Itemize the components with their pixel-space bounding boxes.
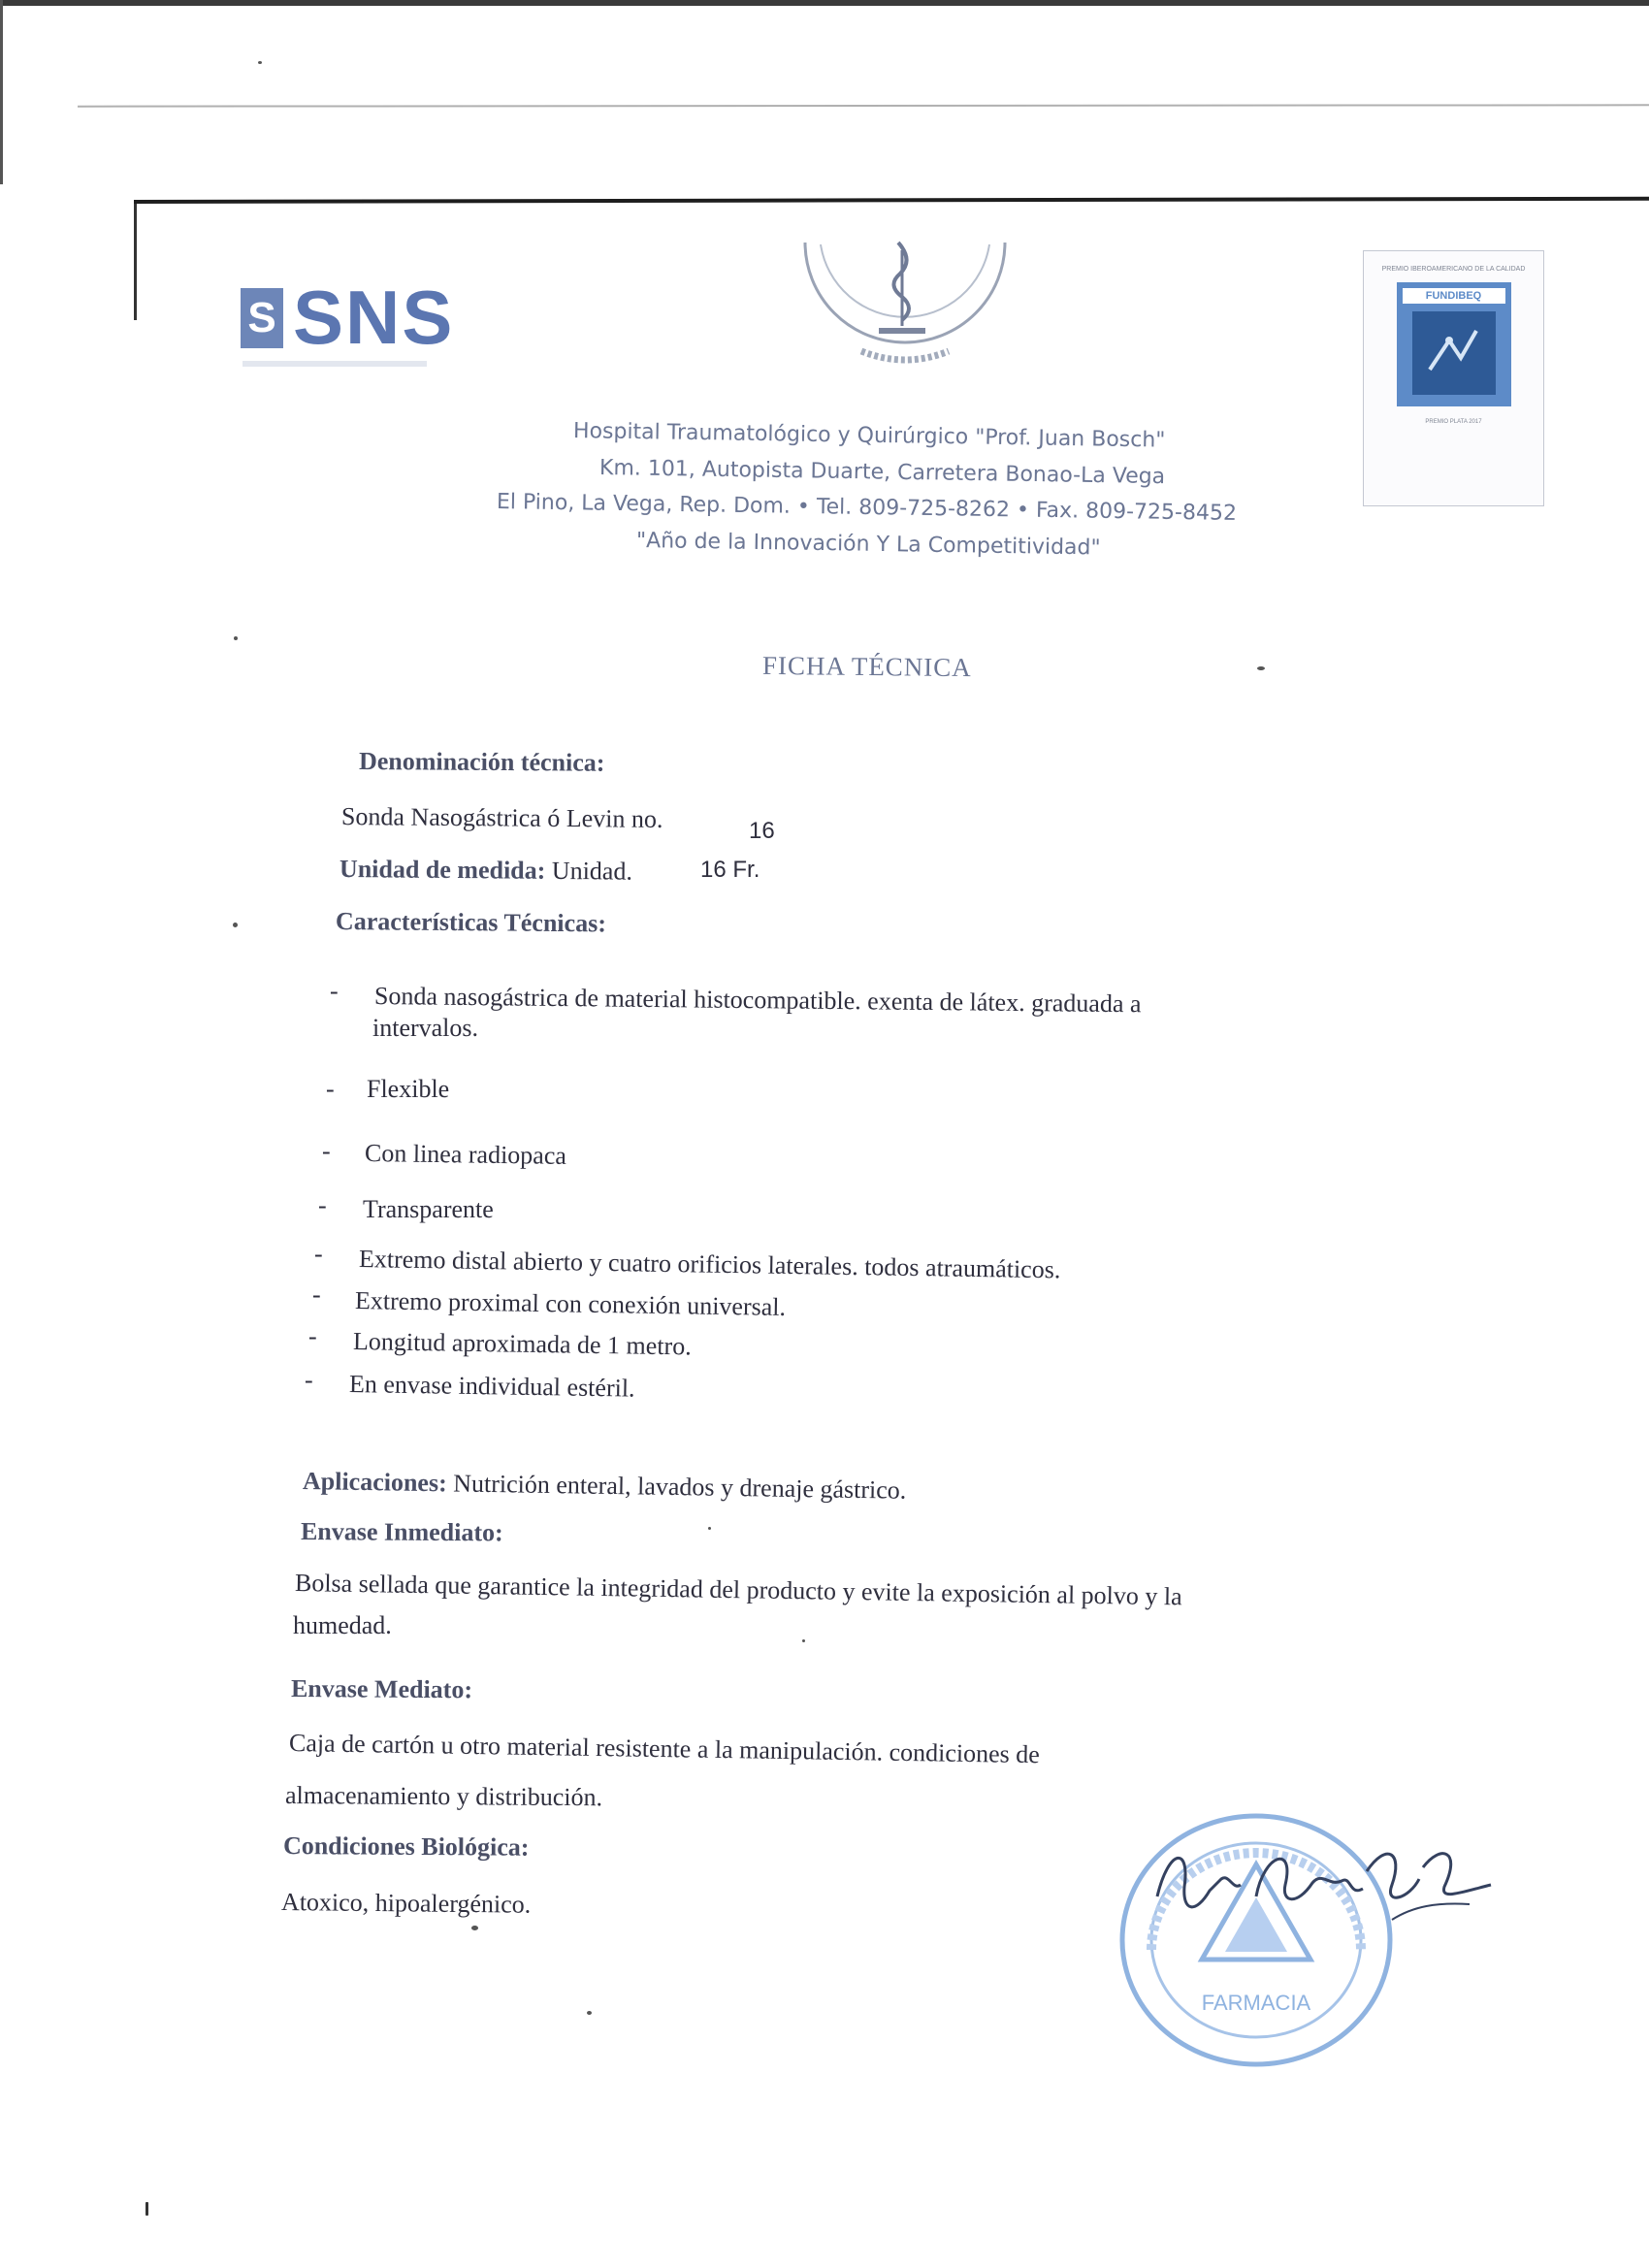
list-bullet: -: [314, 1240, 323, 1268]
scan-line: [78, 104, 1649, 107]
list-bullet: -: [308, 1322, 317, 1350]
envase-mediato-label: Envase Mediato:: [290, 1674, 473, 1704]
unidad-value: Unidad.: [551, 856, 633, 886]
envase-inmediato-text: Bolsa sellada que garantice la integridad del producto y evite la exposición al polvo y la: [294, 1569, 1182, 1611]
envase-mediato-text: almacenamiento y distribución.: [284, 1781, 603, 1812]
scan-speck: [587, 2011, 592, 2015]
list-bullet: -: [305, 1366, 313, 1394]
hospital-seal-icon: [793, 223, 1017, 378]
list-item: Sonda nasogástrica de material histocompatible. exenta de látex. graduada a: [373, 982, 1142, 1019]
award-tile: [1397, 282, 1511, 406]
condiciones-label: Condiciones Biológica:: [282, 1831, 530, 1862]
sns-logo-icon: S: [241, 288, 283, 348]
aplicaciones-row: [303, 1467, 907, 1506]
scan-speck: [233, 923, 238, 927]
list-item: intervalos.: [372, 1014, 479, 1042]
scan-speck: [708, 1527, 711, 1530]
envase-inmediato-text: humedad.: [293, 1611, 392, 1639]
list-bullet: -: [312, 1280, 321, 1309]
denominacion-value: Sonda Nasogástrica ó Levin no.: [340, 802, 663, 833]
list-bullet: -: [330, 977, 339, 1005]
award-emblem-icon: [1412, 311, 1496, 395]
hospital-address: Km. 101, Autopista Duarte, Carretera Bonao-La Vega: [598, 456, 1166, 490]
aplicaciones-value: Nutrición enteral, lavados y drenaje gástrico.: [453, 1469, 907, 1505]
list-bullet: -: [326, 1075, 335, 1103]
scan-speck: [471, 1926, 478, 1930]
unidad-label: Unidad de medida:: [339, 855, 546, 885]
sns-logo: [241, 274, 454, 362]
list-item: Extremo distal abierto y cuatro orificios laterales. todos atraumáticos.: [358, 1245, 1061, 1284]
award-badge: [1363, 250, 1544, 506]
award-brand: FUNDIBEQ: [1403, 288, 1505, 304]
condiciones-value: Atoxico, hipoalergénico.: [280, 1888, 532, 1919]
unidad-number: 16 Fr.: [700, 857, 760, 883]
hospital-contact: El Pino, La Vega, Rep. Dom. • Tel. 809-725-8262 • Fax. 809-725-8452: [496, 490, 1238, 526]
award-footer: PREMIO PLATA 2017: [1425, 419, 1482, 425]
scan-speck: [802, 1639, 805, 1642]
scan-speck: [258, 61, 262, 64]
list-item: Flexible: [367, 1075, 450, 1103]
sns-logo-subtitle: [242, 361, 427, 367]
stamp-department: FARMACIA: [1201, 1991, 1311, 2015]
denominacion-number: 16: [749, 818, 775, 844]
denominacion-label: Denominación técnica:: [358, 747, 605, 777]
unidad-row: [340, 855, 632, 887]
scan-speck: [146, 2202, 148, 2216]
page-border: [134, 204, 137, 320]
award-caption: PREMIO IBEROAMERICANO DE LA CALIDAD: [1381, 266, 1526, 273]
list-item: En envase individual estéril.: [348, 1370, 635, 1403]
aplicaciones-label: Aplicaciones:: [302, 1467, 447, 1498]
list-item: Con linea radiopaca: [364, 1139, 567, 1170]
scan-speck: [234, 636, 238, 640]
scan-edge: [0, 0, 3, 184]
envase-mediato-text: Caja de cartón u otro material resistente a la manipulación. condiciones de: [288, 1729, 1041, 1769]
page-title: FICHA TÉCNICA: [761, 650, 972, 683]
list-bullet: -: [318, 1191, 327, 1219]
scan-edge: [0, 0, 1649, 6]
list-item: Transparente: [363, 1195, 494, 1223]
signature: [1149, 1829, 1499, 1935]
page-border: [134, 197, 1649, 204]
envase-inmediato-label: Envase Inmediato:: [300, 1517, 503, 1547]
scan-speck: [1257, 666, 1265, 670]
list-bullet: -: [322, 1137, 331, 1165]
sns-logo-text: SNS: [293, 275, 455, 360]
hospital-motto: "Año de la Innovación Y La Competitividad": [635, 529, 1101, 561]
hospital-name: Hospital Traumatológico y Quirúrgico "Prof. Juan Bosch": [572, 419, 1166, 453]
list-item: Longitud aproximada de 1 metro.: [352, 1327, 692, 1361]
list-item: Extremo proximal con conexión universal.: [354, 1286, 787, 1321]
caracteristicas-label: Características Técnicas:: [335, 907, 607, 938]
